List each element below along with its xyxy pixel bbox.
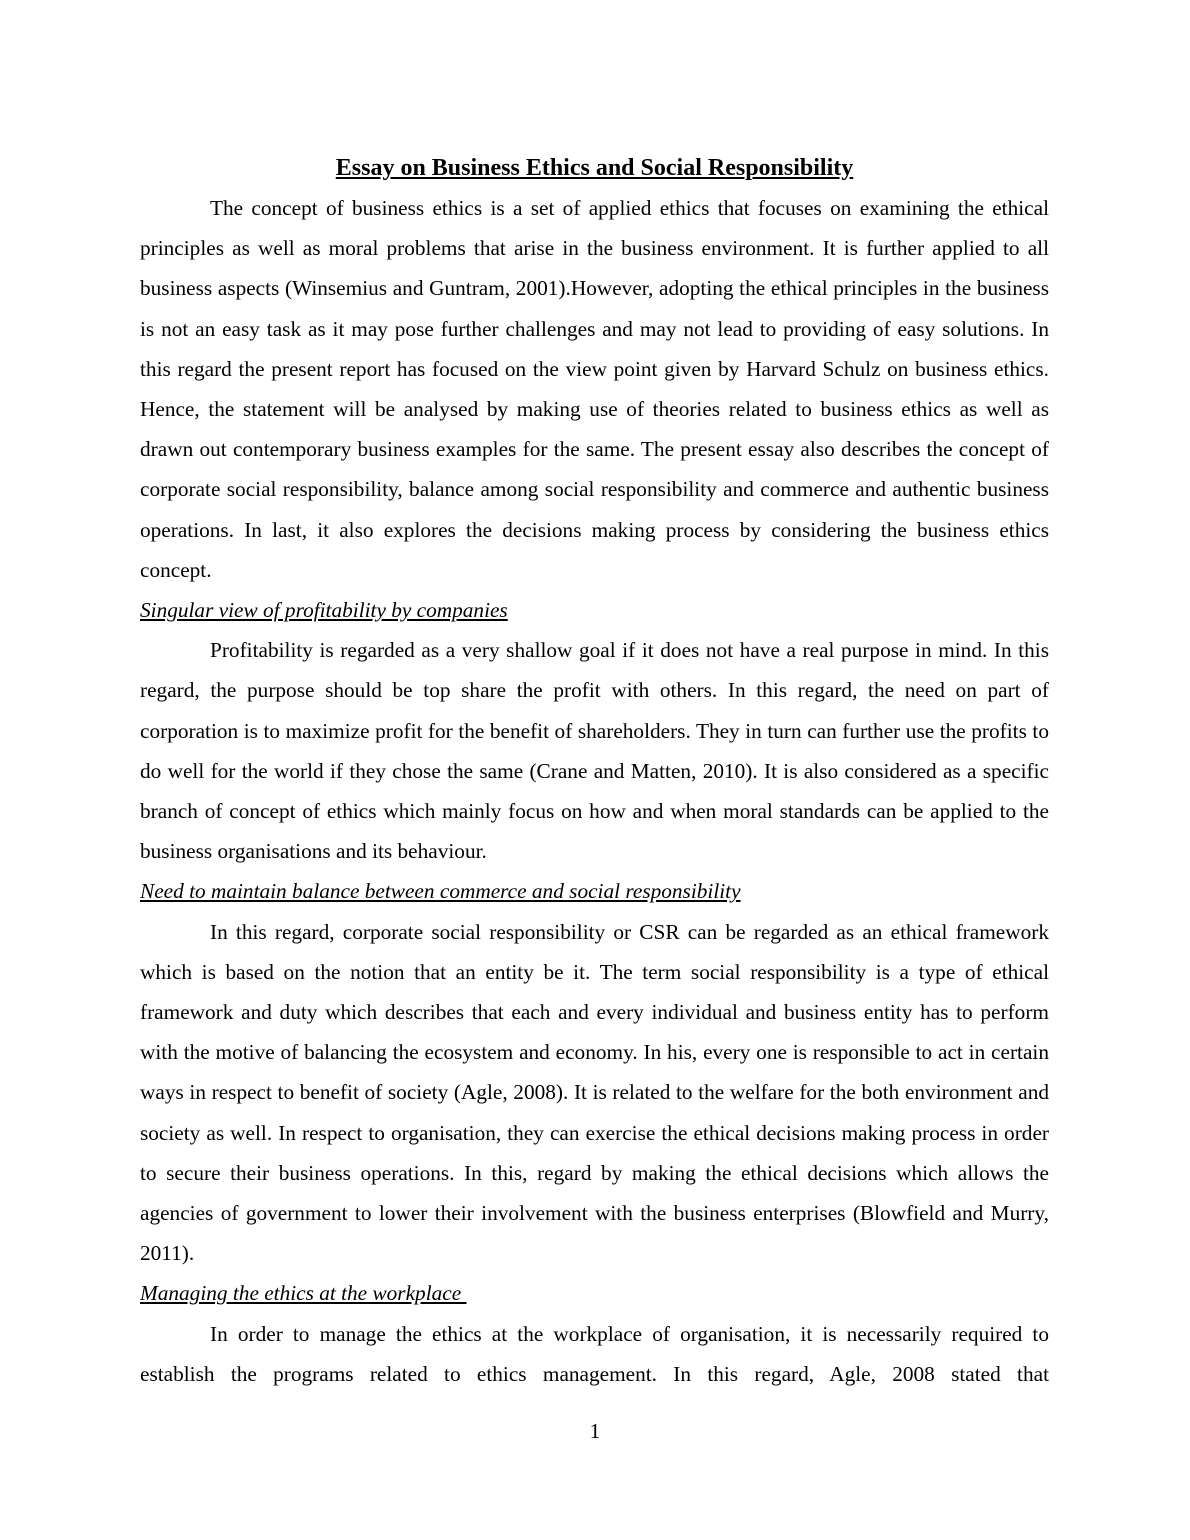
section-paragraph-balance: In this regard, corporate social responsibility or CSR can be regarded as an ethical framework which is based on the notion that an entity be it. The term social responsibility is a type of ethical framework and duty which describes that each and every individual and business entity has to perform with the motive of balancing the ecosystem and economy. In his, every one is responsible to act in certain ways in respect to benefit of society (Agle, 2008). It is related to the welfare for the both environment and society as well. In respect to organisation, they can exercise the ethical decisions making process in order to secure their business operations. In this, regard by making the ethical decisions which allows the agencies of government to lower their involvement with the business enterprises (Blowfield and Murry, 2011). [140,919,1049,1266]
section-heading-profitability: Singular view of profitability by companies [140,598,508,623]
intro-paragraph: The concept of business ethics is a set of applied ethics that focuses on examining the ethical principles as well as moral problems that arise in the business environment. It is further applied to all business aspects (Winsemius and Guntram, 2001).However, adopting the ethical principles in the business is not an easy task as it may pose further challenges and may not lead to providing of easy solutions. In this regard the present report has focused on the view point given by Harvard Schulz on business ethics. Hence, the statement will be analysed by making use of theories related to business ethics as well as drawn out contemporary business examples for the same. The present essay also describes the concept of corporate social responsibility, balance among social responsibility and commerce and authentic business operations. In last, it also explores the decisions making process by considering the business ethics concept. [140,196,1049,582]
section-heading-workplace-ethics: Managing the ethics at the workplace [140,1281,467,1306]
section-heading-balance: Need to maintain balance between commerce and social responsibility [140,879,741,904]
page-number: 1 [589,1419,601,1443]
section-paragraph-profitability: Profitability is regarded as a very shallow goal if it does not have a real purpose in mind. In this regard, the purpose should be top share the profit with others. In this regard, the need on part of corporation is to maximize profit for the benefit of shareholders. They in turn can further use the profits to do well for the world if they chose the same (Crane and Matten, 2010). It is also considered as a specific branch of concept of ethics which mainly focus on how and when moral standards can be applied to the business organisations and its behaviour. [140,638,1049,864]
document-body [140,148,1049,1394]
document-title: Essay on Business Ethics and Social Responsibility [335,155,854,181]
section-paragraph-workplace-ethics: In order to manage the ethics at the workplace of organisation, it is necessarily required to establish the programs related to ethics management. In this regard, Agle, 2008 stated that [140,1321,1049,1386]
